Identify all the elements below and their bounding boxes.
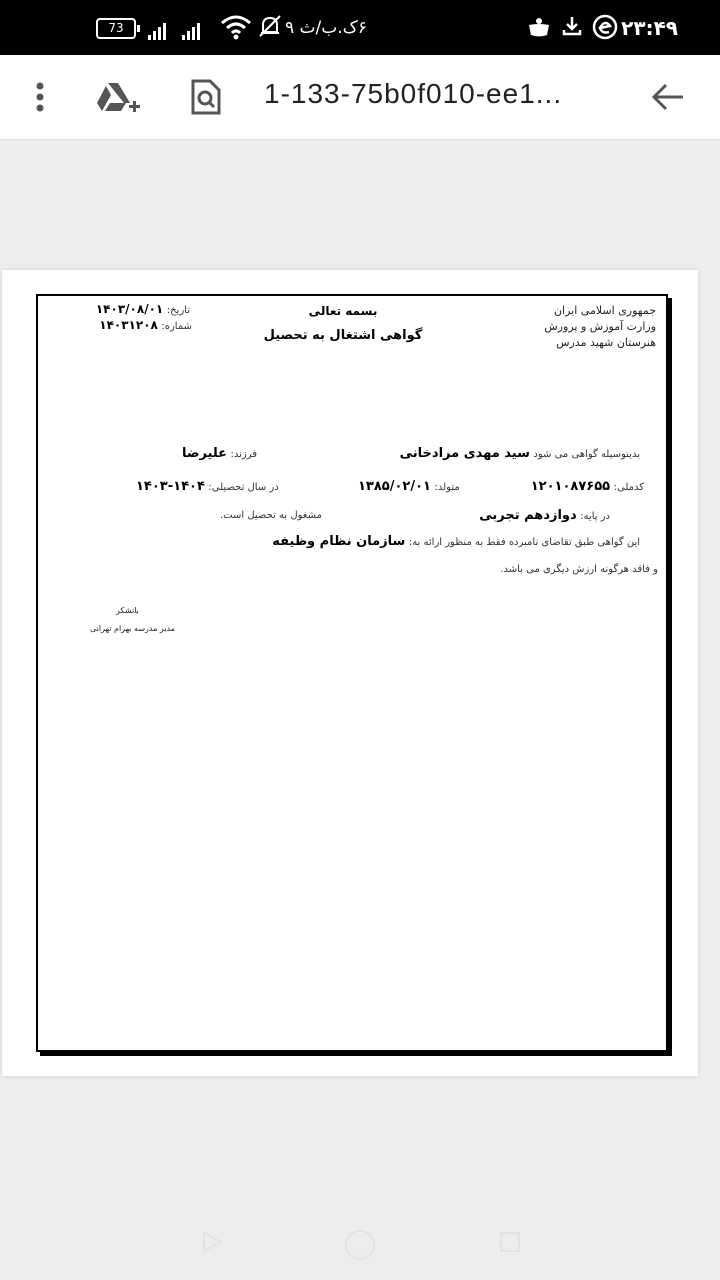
studying-text: مشغول به تحصیل است. (220, 510, 322, 521)
header-ministry: وزارت آموزش و پرورش (544, 320, 656, 333)
validity-text: و فاقد هرگونه ارزش دیگری می باشد. (500, 564, 658, 575)
muted-bell-icon (258, 14, 282, 40)
signal-icon-2 (182, 20, 200, 40)
request-text: این گواهی طبق تقاضای نامبرده فقط به منظور ارائه به: (408, 537, 640, 548)
recents-nav-icon[interactable] (498, 1230, 522, 1254)
grade-line (479, 508, 610, 523)
status-bar (0, 0, 720, 55)
header-country: جمهوری اسلامی ایران (553, 304, 656, 317)
school-year-label: در سال تحصیلی: (208, 482, 279, 493)
clock: ۲۳:۴۹ (621, 16, 678, 40)
number-row (96, 318, 192, 332)
father-line (182, 446, 257, 461)
national-code-line (531, 479, 644, 494)
signature-thanks: باتشکر (116, 606, 139, 615)
back-nav-icon[interactable] (200, 1230, 224, 1254)
battery-level: 73 (108, 21, 124, 35)
national-code-label: کدملی: (613, 482, 644, 493)
student-name: سید مهدی مرادخانی (399, 446, 530, 461)
find-in-page-icon[interactable] (190, 79, 222, 115)
national-code: ۱۲۰۱۰۸۷۶۵۵ (530, 479, 611, 494)
request-line (272, 534, 640, 549)
child-of-label: فرزند: (230, 449, 258, 460)
school-year-line (136, 479, 279, 494)
home-nav-icon[interactable] (343, 1228, 377, 1262)
document-title: 1-133-75b0f010-ee1... (264, 78, 563, 109)
header-school: هنرستان شهید مدرس (556, 336, 656, 349)
add-to-drive-icon[interactable] (96, 81, 140, 115)
date-label: تاریخ: (166, 305, 190, 316)
certify-prefix: بدینوسیله گواهی می شود (533, 449, 640, 460)
app-notification-icon (526, 14, 552, 40)
status-text: ۶ک.ب/ث ۹ (285, 18, 368, 38)
number-value: ۱۴۰۳۱۲۰۸ (99, 318, 158, 332)
more-vert-icon[interactable] (28, 81, 52, 113)
recipient: سازمان نظام وظیفه (272, 534, 406, 549)
birth-label: متولد: (434, 482, 460, 493)
browser-app-icon (592, 14, 618, 40)
birth-date: ۱۳۸۵/۰۲/۰۱ (358, 479, 431, 494)
signal-icon (148, 20, 166, 40)
battery-indicator (96, 18, 136, 39)
navigation-bar (0, 1200, 720, 1280)
certificate-document (36, 294, 668, 1052)
signature-name: مدیر مدرسه بهرام تهرانی (90, 624, 176, 633)
birth-line (358, 479, 460, 494)
father-name: علیرضا (182, 446, 228, 461)
school-year: ۱۴۰۴-۱۴۰۳ (136, 479, 205, 494)
app-bar (0, 55, 720, 140)
pdf-page[interactable] (2, 270, 698, 1076)
certificate-title: گواهی اشتغال به تحصیل (263, 328, 423, 343)
grade-label: در پایه: (580, 511, 610, 522)
date-value: ۱۴۰۳/۰۸/۰۱ (95, 302, 164, 316)
back-arrow-icon[interactable] (652, 83, 684, 111)
date-row (86, 302, 190, 316)
grade: دوازدهم تجربی (479, 508, 577, 523)
certify-line (400, 446, 640, 461)
basmala: بسمه تعالی (308, 304, 378, 318)
wifi-icon (220, 14, 252, 40)
number-label: شماره: (161, 321, 192, 332)
download-icon (560, 14, 584, 40)
